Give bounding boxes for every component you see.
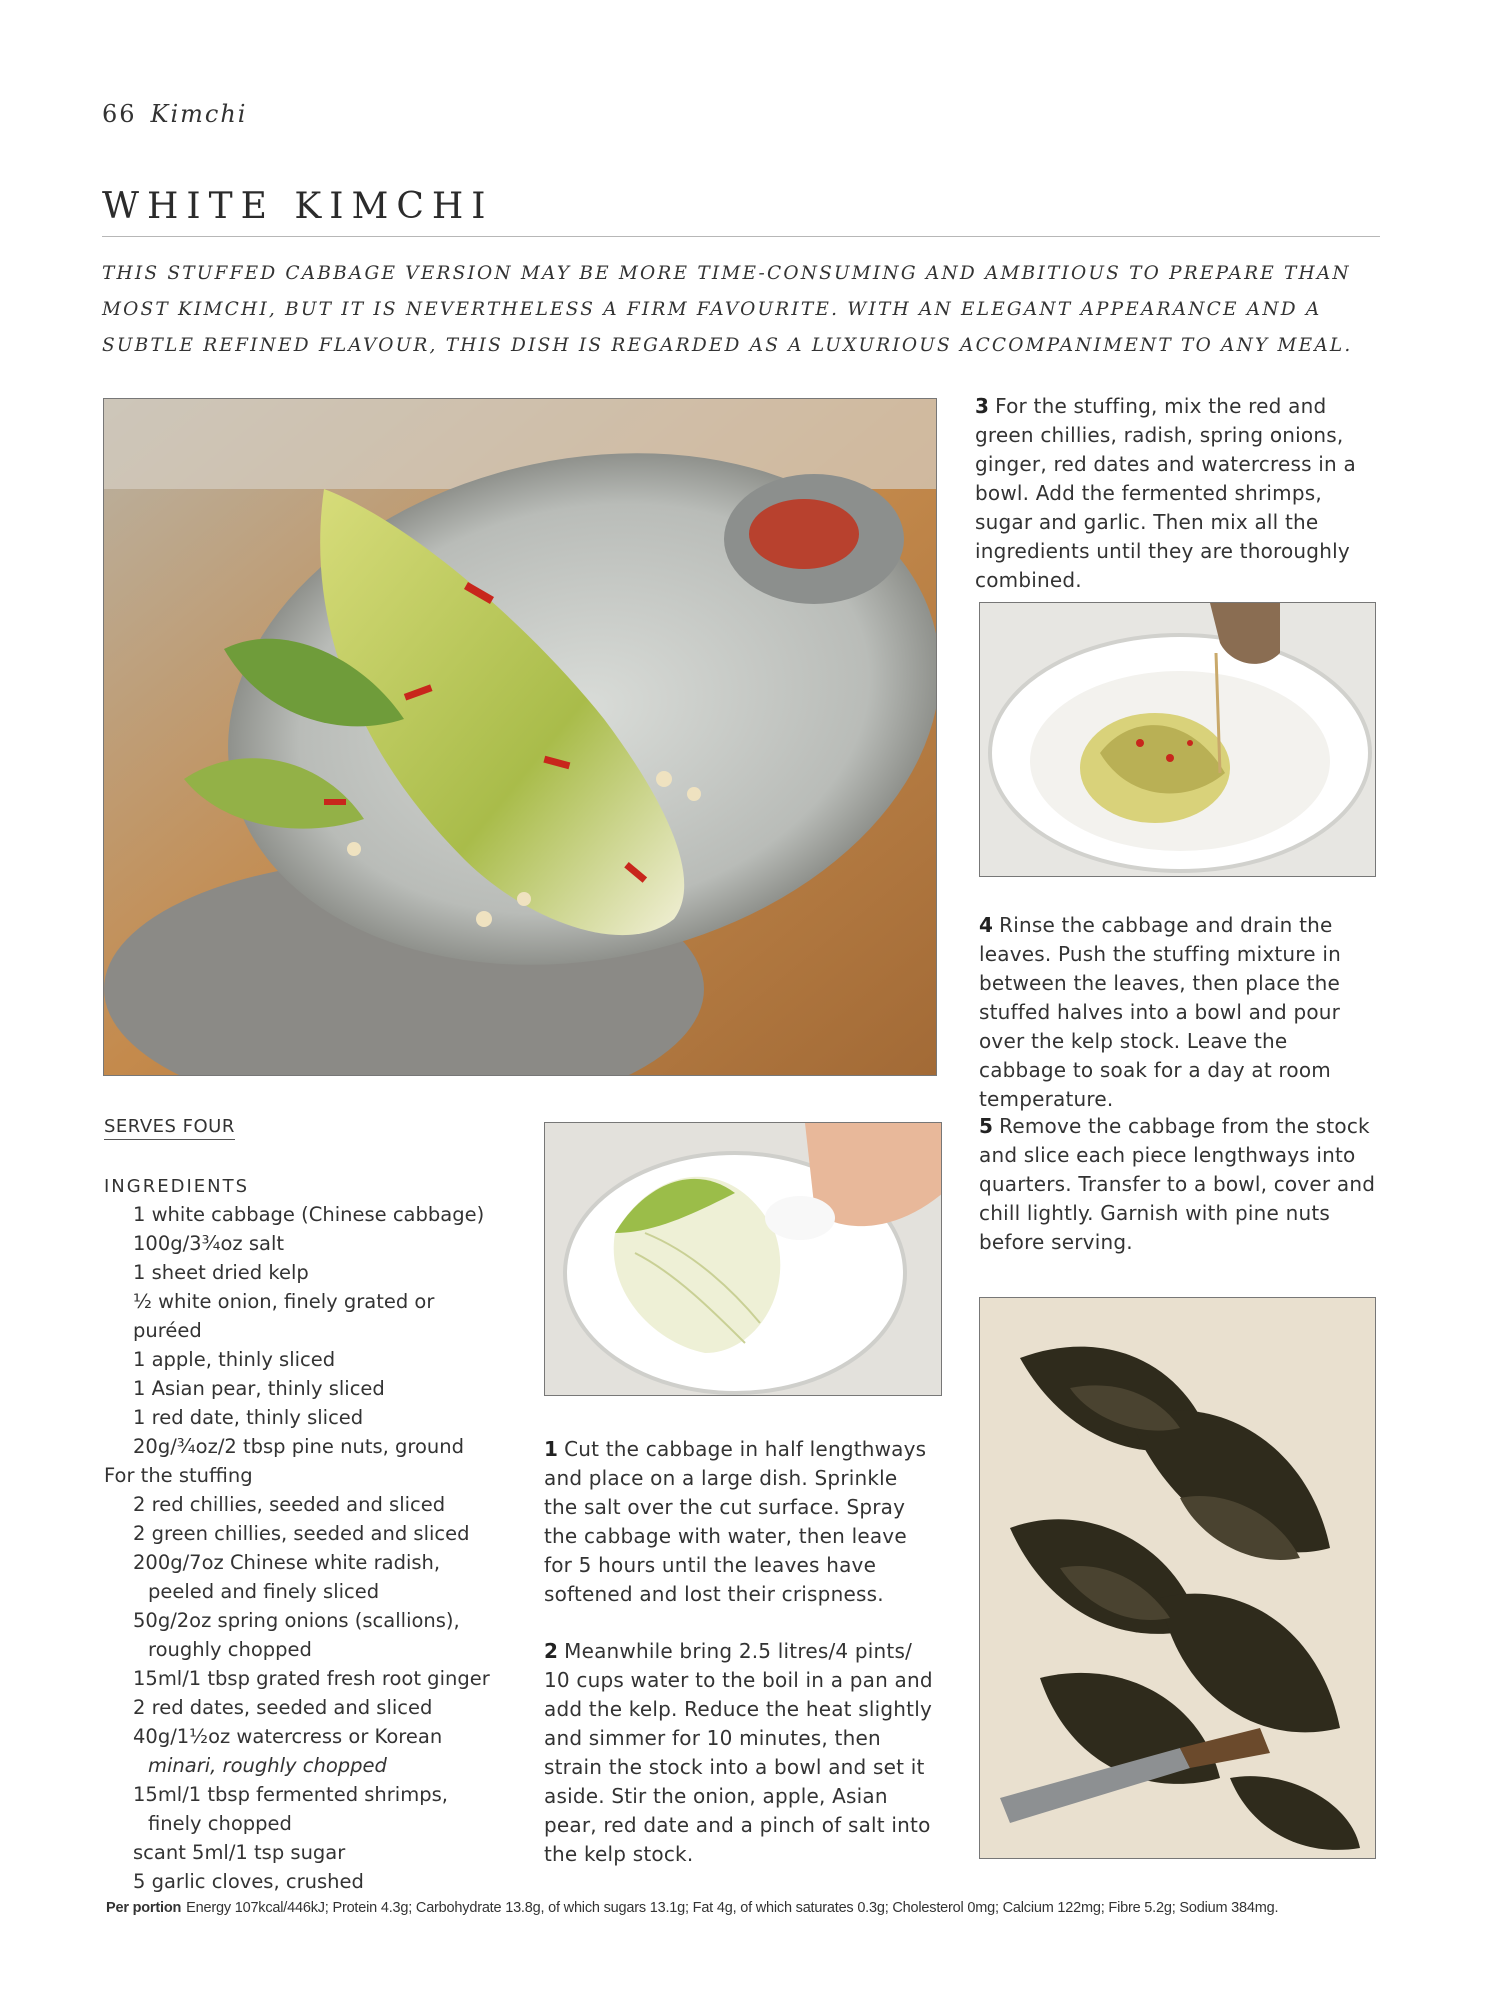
main-dish-photo bbox=[103, 398, 937, 1076]
stuffing-item: peeled and finely sliced bbox=[148, 1580, 380, 1603]
step-2 bbox=[544, 1637, 934, 1869]
step-4 bbox=[979, 911, 1379, 1114]
intro-text: THIS STUFFED CABBAGE VERSION MAY BE MORE TIME-CONSUMING AND AMBITIOUS TO PREPARE THAN MOST KIMCHI, BUT IT IS NEVERTHELESS A FIRM FAVOURITE. WITH AN ELEGANT APPEARANCE AND A SUBTLE REFINED FLAVOUR, THIS DISH IS REGARDED AS A LUXURIOUS ACCOMPANIMENT TO ANY MEAL. bbox=[102, 263, 1353, 356]
ingredient-item: 1 apple, thinly sliced bbox=[133, 1348, 336, 1371]
serves-label: SERVES FOUR bbox=[104, 1116, 235, 1140]
cabbage-salt-image bbox=[545, 1123, 942, 1396]
stuffing-item: finely chopped bbox=[148, 1812, 292, 1835]
nutrition-text: Energy 107kcal/446kJ; Protein 4.3g; Carbohydrate 13.8g, of which sugars 13.1g; Fat 4g, of which saturates 0.3g; Cholesterol 0mg; Calcium 122mg; Fibre 5.2g; Sodium 384mg. bbox=[186, 1900, 1279, 1916]
running-head bbox=[102, 100, 247, 128]
step-text: For the stuffing, mix the red and green chillies, radish, spring onions, ginger, red dates and watercress in a bowl. Add the fermented shrimps, sugar and garlic. Then mix all the ingredients until they are thoroughly combined. bbox=[975, 394, 1356, 592]
step-text: Remove the cabbage from the stock and slice each piece lengthways into quarters. Transfer to a bowl, cover and chill lightly. Garnish with pine nuts before serving. bbox=[979, 1114, 1376, 1254]
step-1 bbox=[544, 1435, 934, 1609]
page-number: 66 bbox=[102, 100, 137, 128]
white-kimchi-plate-image bbox=[104, 399, 937, 1076]
stuffing-item: 2 red chillies, seeded and sliced bbox=[133, 1493, 446, 1516]
step-5 bbox=[979, 1112, 1379, 1257]
section-name: Kimchi bbox=[150, 100, 248, 128]
step-number: 5 bbox=[979, 1114, 994, 1138]
stuffing-item: 15ml/1 tbsp fermented shrimps, bbox=[133, 1783, 448, 1806]
dried-kelp-image bbox=[980, 1298, 1376, 1859]
ingredients-list bbox=[104, 1200, 504, 1896]
step-number: 2 bbox=[544, 1639, 559, 1663]
ingredient-item: 1 Asian pear, thinly sliced bbox=[133, 1377, 385, 1400]
ingredient-item: 20g/¾oz/2 tbsp pine nuts, ground bbox=[133, 1435, 465, 1458]
step-text: Cut the cabbage in half lengthways and place on a large dish. Sprinkle the salt over the cut surface. Spray the cabbage with water, then leave for 5 hours until the leaves have softened and lost their crispness. bbox=[544, 1437, 927, 1606]
ingredient-item: ½ white onion, finely grated or puréed bbox=[133, 1290, 435, 1342]
stuffing-item: roughly chopped bbox=[148, 1638, 312, 1661]
stuffing-heading: For the stuffing bbox=[104, 1464, 253, 1487]
salting-cabbage-photo bbox=[544, 1122, 942, 1396]
ingredient-item: 100g/3¾oz salt bbox=[133, 1232, 285, 1255]
stuffing-item: 40g/1½oz watercress or Korean bbox=[133, 1725, 443, 1748]
step-text: Rinse the cabbage and drain the leaves. Push the stuffing mixture in between the leaves, then place the stuffed halves into a bowl and pour over the kelp stock. Leave the cabbage to soak for a day at room temperature. bbox=[979, 913, 1341, 1111]
step-number: 3 bbox=[975, 394, 990, 418]
stuffing-item: 2 red dates, seeded and sliced bbox=[133, 1696, 433, 1719]
ingredient-item: 1 red date, thinly sliced bbox=[133, 1406, 364, 1429]
title-rule bbox=[102, 236, 1380, 237]
stuffing-item: scant 5ml/1 tsp sugar bbox=[133, 1841, 346, 1864]
ingredient-item: 1 sheet dried kelp bbox=[133, 1261, 309, 1284]
stuffing-item: 5 garlic cloves, crushed bbox=[133, 1870, 364, 1893]
stuffing-item: 200g/7oz Chinese white radish, bbox=[133, 1551, 441, 1574]
nutrition-label: Per portion bbox=[106, 1900, 182, 1916]
step-number: 4 bbox=[979, 913, 994, 937]
step-number: 1 bbox=[544, 1437, 559, 1461]
ingredient-item: 1 white cabbage (Chinese cabbage) bbox=[133, 1203, 485, 1226]
step-text: Meanwhile bring 2.5 litres/4 pints/ 10 cups water to the boil in a pan and add the kelp. Reduce the heat slightly and simmer for 10 minutes, then strain the stock into a bowl and set it aside. Stir the onion, apple, Asian pear, red date and a pinch of salt into the kelp stock. bbox=[544, 1639, 933, 1866]
stuffing-item: 2 green chillies, seeded and sliced bbox=[133, 1522, 470, 1545]
kelp-photo bbox=[979, 1297, 1376, 1859]
pouring-stock-photo bbox=[979, 602, 1376, 877]
step-3 bbox=[975, 392, 1375, 595]
stuffing-item: minari, roughly chopped bbox=[148, 1754, 387, 1777]
nutrition-info bbox=[106, 1900, 1278, 1916]
ingredients-heading: INGREDIENTS bbox=[104, 1176, 250, 1197]
page-title: WHITE KIMCHI bbox=[102, 186, 494, 227]
stuffing-item: 15ml/1 tbsp grated fresh root ginger bbox=[133, 1667, 490, 1690]
bowl-stock-image bbox=[980, 603, 1376, 877]
stuffing-item: 50g/2oz spring onions (scallions), bbox=[133, 1609, 460, 1632]
